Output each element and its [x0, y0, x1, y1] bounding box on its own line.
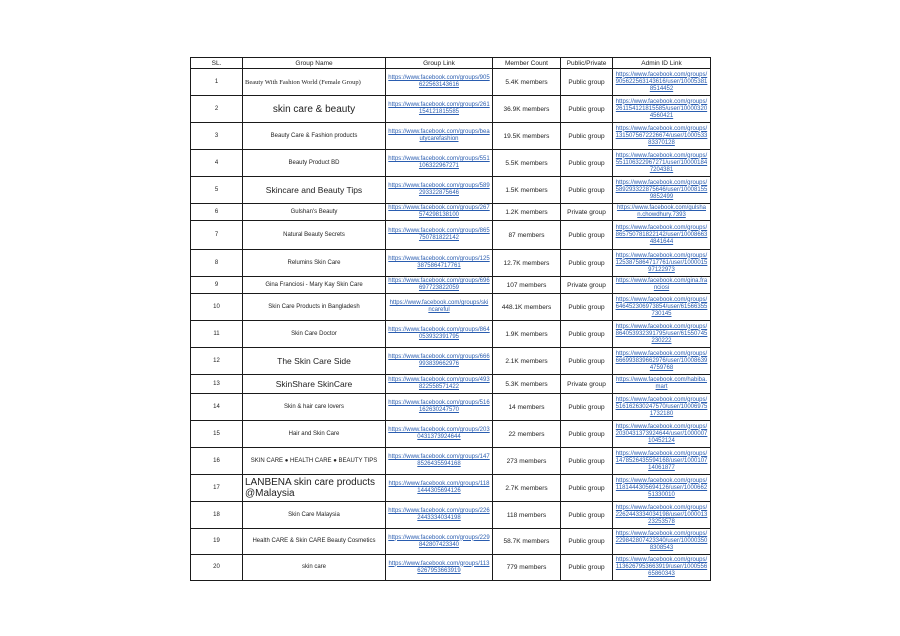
group-link[interactable]: https://www.facebook.com/groups/516162630247570	[388, 400, 490, 413]
admin-id-link-cell	[613, 475, 711, 502]
table-row	[191, 177, 711, 204]
group-link[interactable]: https://www.facebook.com/groups/267574298138100	[388, 205, 490, 218]
member-count-cell: 22 members	[493, 421, 561, 448]
admin-id-link-cell	[613, 69, 711, 96]
admin-id-link[interactable]: https://www.facebook.com/groups/2030431373924644/user/100000710452124	[615, 423, 708, 444]
admin-id-link-cell	[613, 375, 711, 394]
group-name-cell: Skincare and Beauty Tips	[243, 177, 386, 204]
header-sl: SL.	[191, 58, 243, 69]
member-count-cell: 87 members	[493, 221, 561, 250]
group-type-cell: Public group	[561, 475, 613, 502]
group-name-cell: LANBENA skin care products @Malaysia	[243, 475, 386, 502]
header-group-name: Group Name	[243, 58, 386, 69]
member-count-cell: 273 members	[493, 448, 561, 475]
sl-cell: 8	[191, 250, 243, 277]
group-type-cell: Public group	[561, 250, 613, 277]
admin-id-link-cell	[613, 321, 711, 348]
member-count-cell: 19.5K members	[493, 123, 561, 150]
admin-id-link[interactable]: https://www.facebook.com/groups/646452306973854/user/61566355730145	[615, 296, 708, 317]
table-row	[191, 96, 711, 123]
group-link-cell	[386, 96, 493, 123]
group-name-cell: Skin Care Products in Bangladesh	[243, 294, 386, 321]
admin-id-link[interactable]: https://www.facebook.com/gina.franciosi	[615, 278, 708, 291]
group-type-cell: Public group	[561, 177, 613, 204]
group-name-cell: Relumins Skin Care	[243, 250, 386, 277]
member-count-cell: 1.2K members	[493, 204, 561, 221]
group-name-cell: Gulshan's Beauty	[243, 204, 386, 221]
group-link-cell	[386, 150, 493, 177]
member-count-cell: 5.5K members	[493, 150, 561, 177]
group-link-cell	[386, 123, 493, 150]
admin-id-link-cell	[613, 150, 711, 177]
table-row	[191, 123, 711, 150]
header-public-private: Public/Private	[561, 58, 613, 69]
admin-id-link[interactable]: https://www.facebook.com/groups/864053932391795/user/61550745230222	[615, 323, 708, 344]
member-count-cell: 5.4K members	[493, 69, 561, 96]
group-link[interactable]: https://www.facebook.com/groups/skincareful	[389, 300, 489, 313]
group-name-cell: Skin & hair care lovers	[243, 394, 386, 421]
group-link[interactable]: https://www.facebook.com/groups/1253875864717761	[388, 256, 490, 269]
group-link[interactable]: https://www.facebook.com/groups/1478526435594168	[388, 454, 490, 467]
sl-cell: 19	[191, 529, 243, 555]
admin-id-link-cell	[613, 529, 711, 555]
sl-cell: 12	[191, 348, 243, 375]
admin-id-link-cell	[613, 96, 711, 123]
group-link[interactable]: https://www.facebook.com/groups/696697723822059	[388, 278, 490, 291]
table-row	[191, 448, 711, 475]
table-row	[191, 375, 711, 394]
member-count-cell: 2.1K members	[493, 348, 561, 375]
group-type-cell: Public group	[561, 150, 613, 177]
group-link[interactable]: https://www.facebook.com/groups/229842807423340	[388, 534, 490, 548]
group-type-cell: Public group	[561, 123, 613, 150]
group-link[interactable]: https://www.facebook.com/groups/1181444305694126	[388, 481, 490, 494]
admin-id-link[interactable]: https://www.facebook.com/groups/229842807423340/user/100003508308543	[615, 531, 708, 551]
admin-id-link-cell	[613, 204, 711, 221]
sl-cell: 16	[191, 448, 243, 475]
group-name-cell: Gina Franciosi - Mary Kay Skin Care	[243, 277, 386, 294]
group-link-cell	[386, 421, 493, 448]
admin-id-link[interactable]: https://www.facebook.com/groups/551106322967271/user/100001847204381	[615, 152, 708, 173]
group-name-cell: Natural Beauty Secrets	[243, 221, 386, 250]
group-link-cell	[386, 177, 493, 204]
table-row	[191, 294, 711, 321]
admin-id-link[interactable]: https://www.facebook.com/groups/865750781822142/user/100086634841644	[615, 224, 708, 245]
group-type-cell: Public group	[561, 321, 613, 348]
member-count-cell: 36.9K members	[493, 96, 561, 123]
table-row	[191, 555, 711, 581]
group-name-cell: SkinShare SkinCare	[243, 375, 386, 394]
group-link-cell	[386, 69, 493, 96]
member-count-cell: 14 members	[493, 394, 561, 421]
group-name-cell: skin care & beauty	[243, 96, 386, 123]
group-link[interactable]: https://www.facebook.com/groups/261154121815585	[388, 102, 490, 115]
group-link-cell	[386, 321, 493, 348]
group-type-cell: Public group	[561, 294, 613, 321]
sl-cell: 6	[191, 204, 243, 221]
group-link[interactable]: https://www.facebook.com/groups/551106322967271	[388, 156, 490, 169]
member-count-cell: 1.9K members	[493, 321, 561, 348]
table-row	[191, 150, 711, 177]
table-row	[191, 221, 711, 250]
table-row	[191, 502, 711, 529]
member-count-cell: 107 members	[493, 277, 561, 294]
sl-cell: 20	[191, 555, 243, 581]
sl-cell: 13	[191, 375, 243, 394]
header-admin-id-link: Admin ID Link	[613, 58, 711, 69]
group-link-cell	[386, 375, 493, 394]
member-count-cell: 1.5K members	[493, 177, 561, 204]
admin-id-link-cell	[613, 348, 711, 375]
admin-id-link[interactable]: https://www.facebook.com/groups/1478526435594168/user/100010714061877	[615, 450, 708, 471]
sl-cell: 4	[191, 150, 243, 177]
group-type-cell: Public group	[561, 421, 613, 448]
sl-cell: 18	[191, 502, 243, 529]
table-row	[191, 277, 711, 294]
member-count-cell: 12.7K members	[493, 250, 561, 277]
table-row	[191, 250, 711, 277]
table-row	[191, 348, 711, 375]
admin-id-link[interactable]: https://www.facebook.com/groups/516162630247570/user/100069751732180	[615, 396, 708, 417]
group-type-cell: Private group	[561, 375, 613, 394]
group-name-cell: Skin Care Doctor	[243, 321, 386, 348]
header-group-link: Group Link	[386, 58, 493, 69]
group-link[interactable]: https://www.facebook.com/groups/666993839662976	[388, 354, 490, 367]
group-link[interactable]: https://www.facebook.com/groups/865750781822142	[388, 228, 490, 241]
group-type-cell: Public group	[561, 502, 613, 529]
group-type-cell: Public group	[561, 555, 613, 581]
group-link[interactable]: https://www.facebook.com/groups/493822558571422	[388, 377, 490, 390]
group-link-cell	[386, 394, 493, 421]
group-table	[190, 57, 711, 581]
sl-cell: 10	[191, 294, 243, 321]
admin-id-link-cell	[613, 221, 711, 250]
admin-id-link[interactable]: https://www.facebook.com/groups/1181444305694126/user/100066251330010	[615, 477, 708, 498]
admin-id-link-cell	[613, 250, 711, 277]
header-member-count: Member Count	[493, 58, 561, 69]
group-link[interactable]: https://www.facebook.com/groups/589293322875646	[388, 183, 490, 196]
group-link-cell	[386, 204, 493, 221]
admin-id-link[interactable]: https://www.facebook.com/groups/905622563143616/user/100053818514452	[615, 71, 708, 92]
admin-id-link[interactable]: https://www.facebook.com/groups/1315075672226674/user/100053383370128	[615, 125, 708, 146]
group-name-cell: Beauty With Fashion World (Female Group)	[243, 69, 386, 96]
group-type-cell: Public group	[561, 348, 613, 375]
group-link-cell	[386, 294, 493, 321]
admin-id-link[interactable]: https://www.facebook.com/groups/666993839662976/user/100086394759768	[615, 350, 708, 371]
group-link-cell	[386, 502, 493, 529]
sl-cell: 2	[191, 96, 243, 123]
group-type-cell: Private group	[561, 204, 613, 221]
table-row	[191, 69, 711, 96]
sl-cell: 1	[191, 69, 243, 96]
group-link-cell	[386, 475, 493, 502]
table-row	[191, 475, 711, 502]
admin-id-link[interactable]: https://www.facebook.com/groups/1253875864717761/user/100001597122973	[615, 252, 708, 273]
admin-id-link-cell	[613, 555, 711, 581]
header-row	[191, 58, 711, 69]
group-link[interactable]: https://www.facebook.com/groups/905622563143616	[388, 75, 490, 88]
group-link-cell	[386, 348, 493, 375]
member-count-cell: 2.7K members	[493, 475, 561, 502]
sl-cell: 14	[191, 394, 243, 421]
group-link-cell	[386, 448, 493, 475]
member-count-cell: 58.7K members	[493, 529, 561, 555]
group-link-cell	[386, 277, 493, 294]
table-row	[191, 321, 711, 348]
admin-id-link[interactable]: https://www.facebook.com/gulshan.chowdhury.7393	[616, 205, 707, 218]
table-row	[191, 204, 711, 221]
group-link-cell	[386, 250, 493, 277]
group-link-cell	[386, 221, 493, 250]
sl-cell: 7	[191, 221, 243, 250]
member-count-cell: 118 members	[493, 502, 561, 529]
group-link-cell	[386, 529, 493, 555]
group-link[interactable]: https://www.facebook.com/groups/2030431373924644	[388, 427, 490, 440]
group-name-cell: SKIN CARE ● HEALTH CARE ● BEAUTY TIPS	[243, 448, 386, 475]
admin-id-link-cell	[613, 277, 711, 294]
group-name-cell: Beauty Product BD	[243, 150, 386, 177]
sl-cell: 9	[191, 277, 243, 294]
group-link-cell	[386, 555, 493, 581]
group-type-cell: Public group	[561, 69, 613, 96]
group-type-cell: Public group	[561, 448, 613, 475]
admin-id-link-cell	[613, 294, 711, 321]
table-row	[191, 394, 711, 421]
admin-id-link[interactable]: https://www.facebook.com/groups/2262443334034198/user/100001323253578	[615, 504, 708, 525]
group-type-cell: Public group	[561, 96, 613, 123]
group-name-cell: skin care	[243, 555, 386, 581]
group-link[interactable]: https://www.facebook.com/groups/1136267953663919	[388, 560, 490, 574]
member-count-cell: 448.1K members	[493, 294, 561, 321]
group-type-cell: Public group	[561, 394, 613, 421]
admin-id-link[interactable]: https://www.facebook.com/groups/1136267953663919/user/100055665860343	[615, 557, 708, 577]
group-link[interactable]: https://www.facebook.com/groups/beautycarefashion	[388, 129, 490, 142]
admin-id-link-cell	[613, 502, 711, 529]
group-name-cell: Hair and Skin Care	[243, 421, 386, 448]
admin-id-link-cell	[613, 394, 711, 421]
admin-id-link[interactable]: https://www.facebook.com/groups/261154121815585/user/100003204560421	[615, 98, 708, 119]
group-type-cell: Public group	[561, 221, 613, 250]
admin-id-link[interactable]: https://www.facebook.com/groups/589293322875646/user/100081559852499	[615, 179, 708, 200]
group-link[interactable]: https://www.facebook.com/groups/2262443334034198	[388, 508, 490, 521]
admin-id-link-cell	[613, 177, 711, 204]
table-row	[191, 421, 711, 448]
admin-id-link-cell	[613, 448, 711, 475]
admin-id-link-cell	[613, 123, 711, 150]
sl-cell: 17	[191, 475, 243, 502]
sl-cell: 3	[191, 123, 243, 150]
group-link[interactable]: https://www.facebook.com/groups/864053932391795	[388, 327, 490, 340]
group-name-cell: Skin Care Malaysia	[243, 502, 386, 529]
member-count-cell: 5.3K members	[493, 375, 561, 394]
sl-cell: 15	[191, 421, 243, 448]
group-name-cell: Health CARE & Skin CARE Beauty Cosmetics	[243, 529, 386, 555]
sl-cell: 11	[191, 321, 243, 348]
table-row	[191, 529, 711, 555]
group-name-cell: The Skin Care Side	[243, 348, 386, 375]
sl-cell: 5	[191, 177, 243, 204]
admin-id-link[interactable]: https://www.facebook.com/habiba.mart	[615, 377, 708, 390]
admin-id-link-cell	[613, 421, 711, 448]
group-type-cell: Private group	[561, 277, 613, 294]
group-type-cell: Public group	[561, 529, 613, 555]
group-name-cell: Beauty Care & Fashion products	[243, 123, 386, 150]
member-count-cell: 779 members	[493, 555, 561, 581]
